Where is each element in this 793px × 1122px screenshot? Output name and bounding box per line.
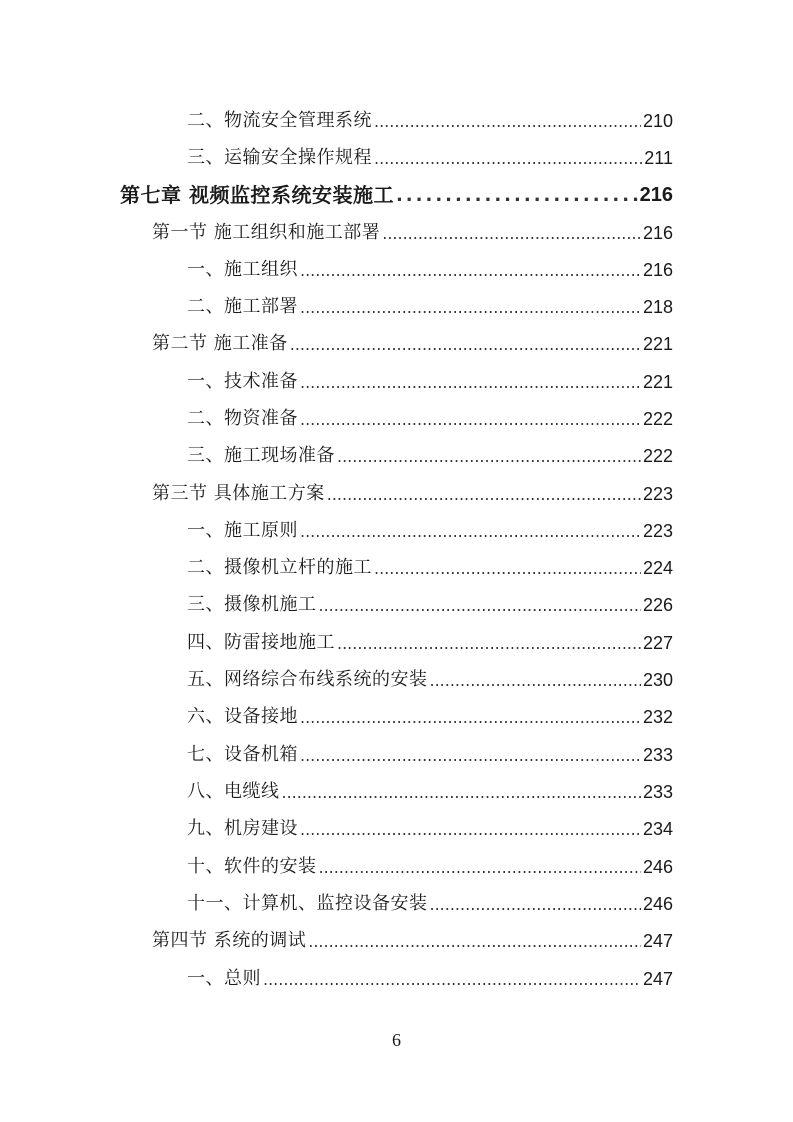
toc-dot-leader	[382, 224, 641, 244]
toc-entry-title: 七、设备机箱	[187, 744, 298, 765]
toc-dot-leader	[300, 820, 641, 840]
toc-entry[interactable]	[187, 402, 673, 430]
toc-entry-title: 三、运输安全操作规程	[187, 147, 372, 168]
toc-entry-title: 二、施工部署	[187, 296, 298, 317]
toc-entry-title: 六、设备接地	[187, 706, 298, 727]
toc-section-page: 223	[642, 484, 673, 504]
toc-entry[interactable]	[187, 290, 673, 318]
toc-dot-leader	[374, 149, 642, 169]
toc-dot-leader	[300, 522, 641, 542]
toc-entry-page: 223	[642, 521, 673, 541]
toc-entry-title: 五、网络综合布线系统的安装	[187, 669, 428, 690]
toc-section-page: 247	[642, 931, 673, 951]
toc-entry-page: 247	[642, 969, 673, 989]
toc-section-title: 第二节 施工准备	[152, 333, 288, 354]
toc-dot-leader	[300, 298, 641, 318]
toc-entry[interactable]	[187, 850, 673, 878]
toc-section-title: 第三节 具体施工方案	[152, 483, 325, 504]
toc-dot-leader	[300, 708, 641, 728]
toc-section-entry[interactable]	[152, 924, 673, 952]
toc-entry-title: 二、摄像机立杆的施工	[187, 557, 372, 578]
toc-dot-leader	[308, 932, 641, 952]
toc-entry-page: 210	[642, 111, 673, 131]
toc-dot-leader	[300, 261, 641, 281]
toc-dot-leader	[327, 485, 641, 505]
toc-entry[interactable]	[187, 775, 673, 803]
toc-entry[interactable]	[187, 812, 673, 840]
toc-entry-page: 234	[642, 819, 673, 839]
toc-chapter-entry[interactable]	[120, 178, 673, 206]
toc-entry[interactable]	[187, 439, 673, 467]
toc-entry-title: 三、摄像机施工	[187, 594, 317, 615]
toc-dot-leader	[337, 634, 641, 654]
toc-section-title: 第四节 系统的调试	[152, 930, 307, 951]
toc-entry-page: 230	[642, 670, 673, 690]
toc-section-page: 221	[642, 334, 673, 354]
toc-entry[interactable]	[187, 626, 673, 654]
toc-entry[interactable]	[187, 700, 673, 728]
toc-section-entry[interactable]	[152, 327, 673, 355]
toc-entry[interactable]	[187, 962, 673, 990]
toc-entry-page: 232	[642, 707, 673, 727]
toc-entry-title: 九、机房建设	[187, 818, 298, 839]
toc-entry[interactable]	[187, 253, 673, 281]
toc-entry[interactable]	[187, 887, 673, 915]
toc-entry[interactable]	[187, 663, 673, 691]
toc-dot-leader	[396, 186, 638, 206]
toc-entry-page: 222	[642, 446, 673, 466]
toc-entry-title: 一、总则	[187, 968, 261, 989]
toc-entry-title: 四、防雷接地施工	[187, 632, 335, 653]
toc-section-entry[interactable]	[152, 477, 673, 505]
toc-entry-page: 233	[642, 782, 673, 802]
toc-entry-title: 一、施工原则	[187, 520, 298, 541]
toc-entry-title: 一、技术准备	[187, 371, 298, 392]
toc-dot-leader	[319, 596, 641, 616]
toc-section-entry[interactable]	[152, 216, 673, 244]
toc-entry-page: 233	[642, 745, 673, 765]
toc-dot-leader	[282, 783, 641, 803]
toc-section-page: 216	[642, 223, 673, 243]
toc-entry[interactable]	[187, 104, 673, 132]
toc-entry-title: 八、电缆线	[187, 781, 280, 802]
toc-dot-leader	[300, 410, 641, 430]
toc-dot-leader	[430, 671, 641, 691]
toc-dot-leader	[290, 335, 641, 355]
toc-dot-leader	[374, 559, 641, 579]
toc-entry-title: 二、物流安全管理系统	[187, 110, 372, 131]
toc-chapter-title: 第七章 视频监控系统安装施工	[120, 183, 394, 207]
toc-dot-leader	[374, 112, 641, 132]
toc-entry[interactable]	[187, 738, 673, 766]
toc-entry[interactable]	[187, 551, 673, 579]
toc-entry[interactable]	[187, 365, 673, 393]
toc-entry-page: 218	[642, 297, 673, 317]
toc-entry-page: 211	[644, 148, 673, 168]
toc-entry-title: 十、软件的安装	[187, 856, 317, 877]
toc-dot-leader	[430, 895, 641, 915]
toc-entry-page: 221	[642, 372, 673, 392]
toc-entry[interactable]	[187, 588, 673, 616]
toc-entry-page: 224	[642, 558, 673, 578]
toc-entry-title: 十一、计算机、监控设备安装	[187, 893, 428, 914]
toc-entry-page: 246	[642, 894, 673, 914]
toc-dot-leader	[300, 746, 641, 766]
toc-entry-title: 一、施工组织	[187, 259, 298, 280]
toc-entry-page: 246	[642, 857, 673, 877]
toc-entry-page: 222	[642, 409, 673, 429]
page-number: 6	[392, 1030, 401, 1050]
toc-entry-title: 二、物资准备	[187, 408, 298, 429]
toc-entry[interactable]	[187, 141, 673, 169]
toc-dot-leader	[263, 970, 641, 990]
toc-dot-leader	[337, 447, 641, 467]
toc-chapter-page: 216	[639, 184, 673, 206]
toc-entry-page: 227	[642, 633, 673, 653]
toc-dot-leader	[300, 373, 641, 393]
toc-entry-title: 三、施工现场准备	[187, 445, 335, 466]
toc-section-title: 第一节 施工组织和施工部署	[152, 222, 381, 243]
toc-dot-leader	[319, 858, 641, 878]
toc-entry-page: 216	[642, 260, 673, 280]
toc-entry-page: 226	[642, 595, 673, 615]
toc-entry[interactable]	[187, 514, 673, 542]
